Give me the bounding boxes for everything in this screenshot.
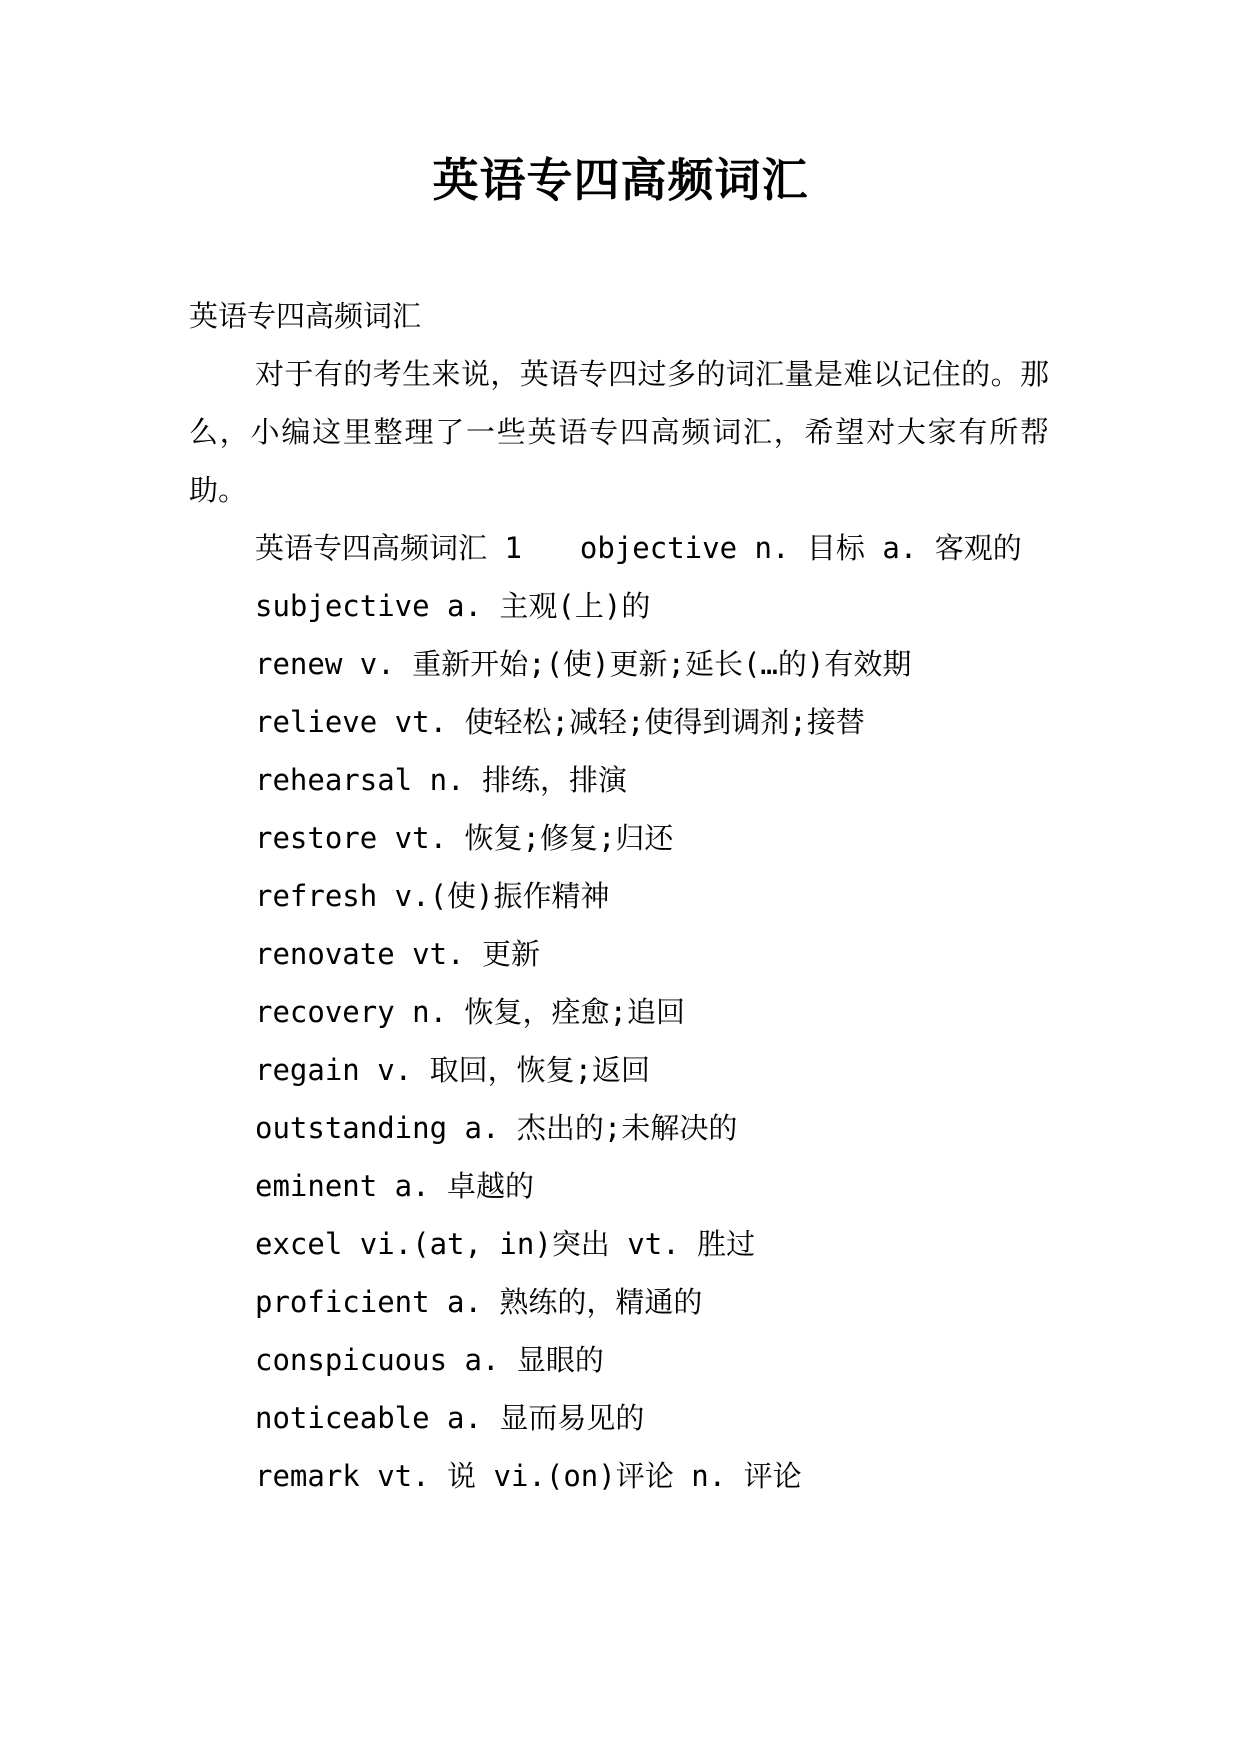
document-body <box>189 287 1049 1505</box>
vocab-item: rehearsal n. 排练，排演 <box>255 763 627 797</box>
intro-paragraph: 对于有的考生来说，英语专四过多的词汇量是难以记住的。那么，小编这里整理了一些英语专四高频词汇，希望对大家有所帮助。 <box>189 357 1049 507</box>
vocab-item: restore vt. 恢复;修复;归还 <box>255 821 674 855</box>
vocab-item: refresh v.(使)振作精神 <box>255 879 610 913</box>
vocab-item: renew v. 重新开始;(使)更新;延长(…的)有效期 <box>255 647 912 681</box>
vocab-item: subjective a. 主观(上)的 <box>255 589 651 623</box>
vocab-item: remark vt. 说 vi.(on)评论 n. 评论 <box>255 1459 802 1493</box>
document-title: 英语专四高频词汇 <box>432 153 809 207</box>
vocab-item: conspicuous a. 显眼的 <box>255 1343 604 1377</box>
vocab-list <box>189 577 1049 1505</box>
vocab-item: proficient a. 熟练的，精通的 <box>255 1285 703 1319</box>
vocab-item: regain v. 取回，恢复;返回 <box>255 1053 651 1087</box>
vocab-item: outstanding a. 杰出的;未解决的 <box>255 1111 738 1145</box>
vocab-item: excel vi.(at, in)突出 vt. 胜过 <box>255 1227 756 1261</box>
vocab-item: relieve vt. 使轻松;减轻;使得到调剂;接替 <box>255 705 865 739</box>
vocab-item: recovery n. 恢复，痊愈;追回 <box>255 995 685 1029</box>
vocab-item: eminent a. 卓越的 <box>255 1169 535 1203</box>
vocab-item: renovate vt. 更新 <box>255 937 540 971</box>
section-lead-paragraph: 英语专四高频词汇 1 objective n. 目标 a. 客观的 <box>255 531 1022 565</box>
document-subtitle: 英语专四高频词汇 <box>189 299 422 333</box>
vocab-item: noticeable a. 显而易见的 <box>255 1401 645 1435</box>
